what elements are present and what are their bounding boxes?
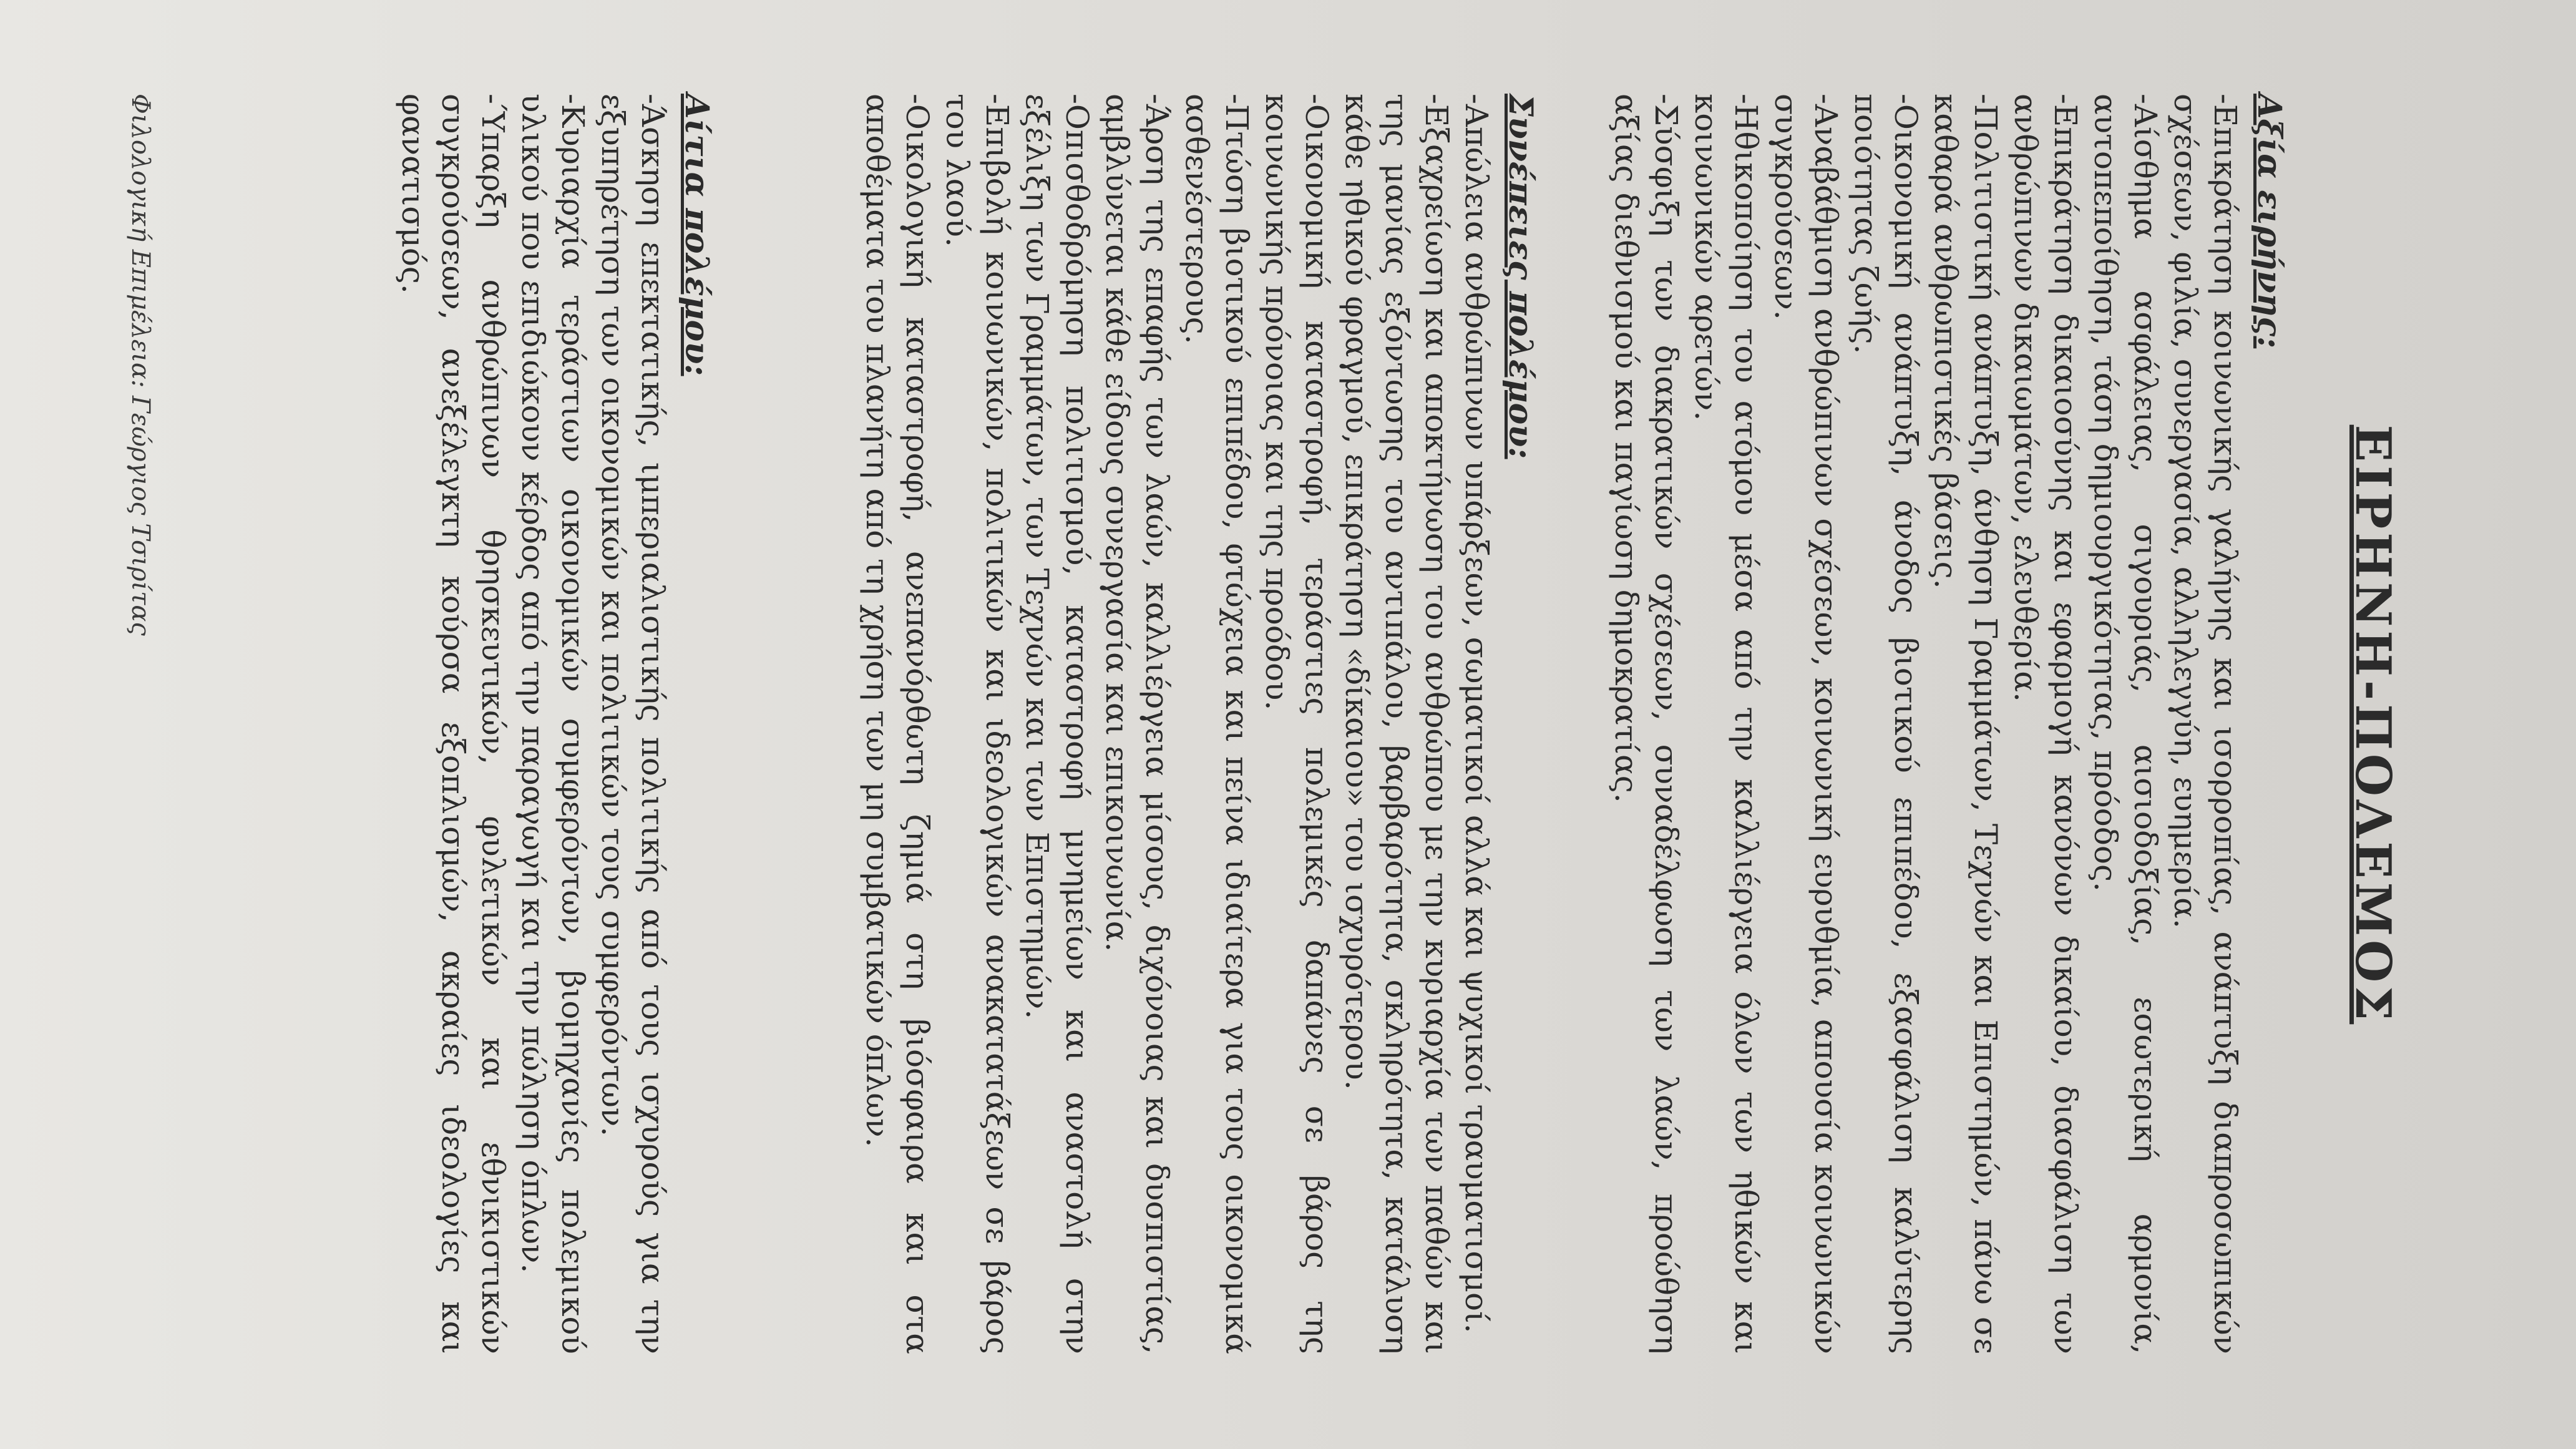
- list-item: -Πτώση βιοτικού επιπέδου, φτώχεια και πείνα ιδιαίτερα για τους οικονομικά ασθενέστερους.: [1179, 94, 1255, 1354]
- section-heading: Αίτια πολέμου:: [678, 94, 716, 376]
- list-item: -Οικονομική καταστροφή, τεράστιες πολεμικές δαπάνες σε βάρος της κοινωνικής πρόνοιας και της προόδου.: [1259, 94, 1335, 1354]
- list-item: -Οικονομική ανάπτυξη, άνοδος βιοτικού επιπέδου, εξασφάλιση καλύτερης ποιότητας ζωής.: [1848, 94, 1924, 1354]
- section-heading: Συνέπειες πολέμου:: [1501, 94, 1539, 459]
- list-item: -Ηθικοποίηση του ατόμου μέσα από την καλλιέργεια όλων των ηθικών και κοινωνικών αρετών.: [1688, 94, 1764, 1354]
- page-footer: Φιλολογική Επιμέλεια: Γεώργιος Τσιρίτας: [126, 94, 155, 636]
- list-item: -Απώλεια ανθρώπινων υπάρξεων, σωματικοί αλλά και ψυχικοί τραυματισμοί.: [1458, 94, 1495, 1334]
- document-title: ΕΙΡΗΝΗ-ΠΟΛΕΜΟΣ: [2344, 424, 2401, 1025]
- list-item: -Επικράτηση δικαιοσύνης και εφαρμογή κανόνων δικαίου, διασφάλιση των ανθρώπινων δικαιωμάτων, ελευθερία.: [2008, 94, 2084, 1354]
- section-war-causes: [393, 94, 716, 1354]
- section-war-consequences: [857, 94, 1540, 1354]
- section-peace-value: [1606, 94, 2289, 1354]
- list-item: -Επικράτηση κοινωνικής γαλήνης και ισορροπίας, ανάπτυξη διαπροσωπικών σχέσεων, φιλία, συνεργασία, αλληλεγγύη, ευημερία.: [2167, 94, 2243, 1354]
- list-item: -Αναβάθμιση ανθρώπινων σχέσεων, κοινωνική ευρυθμία, απουσία κοινωνικών συγκρούσεων.: [1768, 94, 1844, 1354]
- section-heading: Αξία ειρήνης:: [2250, 94, 2288, 349]
- list-item: -Εξαχρείωση και αποκτήνωση του ανθρώπου με την κυριαρχία των παθών και της μανίας εξόντωσης του αντιπάλου, βαρβαρότητα, σκληρότητα, κατάλυση κάθε ηθικού φραγμού, επικράτηση «δίκαιου» του ισχυρότερου.: [1339, 94, 1455, 1354]
- list-item: -Κυριαρχία τεράστιων οικονομικών συμφερόντων, βιομηχανίες πολεμικού υλικού που επιδιώκουν κέρδος από την παραγωγή και την πώληση όπλων.: [515, 94, 591, 1354]
- list-item: -Άρση της επαφής των λαών, καλλιέργεια μίσους, διχόνοιας και δυσπιστίας, αμβλύνεται κάθε είδους συνεργασία και επικοινωνία.: [1099, 94, 1175, 1354]
- list-item: -Οικολογική καταστροφή, ανεπανόρθωτη ζημιά στη βιόσφαιρα και στα αποθέματα του πλανήτη από τη χρήση των μη συμβατικών όπλων.: [859, 94, 935, 1354]
- list-item: -Ύπαρξη ανθρώπινων θρησκευτικών, φυλετικών και εθνικιστικών συγκρούσεων, ανεξέλεγκτη κούρσα εξοπλισμών, ακραίες ιδεολογίες και φανατισμός.: [395, 94, 511, 1354]
- list-item: -Αίσθημα ασφάλειας, σιγουριάς, αισιοδοξίας, εσωτερική αρμονία, αυτοπεποίθηση, τάση δημιουργικότητας, πρόοδος.: [2087, 94, 2164, 1354]
- list-item: -Οπισθοδρόμηση πολιτισμού, καταστροφή μνημείων και αναστολή στην εξέλιξη των Γραμμάτων, των Τεχνών και των Επιστημών.: [1019, 94, 1095, 1354]
- list-item: -Επιβολή κοινωνικών, πολιτικών και ιδεολογικών ανακατατάξεων σε βάρος του λαού.: [939, 94, 1015, 1354]
- list-item: -Άσκηση επεκτατικής, ιμπεριαλιστικής πολιτικής από τους ισχυρούς για την εξυπηρέτηση των οικονομικών και πολιτικών τους συμφερόντων.: [595, 94, 671, 1354]
- list-item: -Πολιτιστική ανάπτυξη, άνθηση Γραμμάτων, Τεχνών και Επιστημών, πάνω σε καθαρά ανθρωπιστικές βάσεις.: [1928, 94, 2004, 1354]
- list-item: -Σύσφιξη των διακρατικών σχέσεων, συναδέλφωση των λαών, προώθηση αξίας διεθνισμού και παγίωση δημοκρατίας.: [1608, 94, 1684, 1354]
